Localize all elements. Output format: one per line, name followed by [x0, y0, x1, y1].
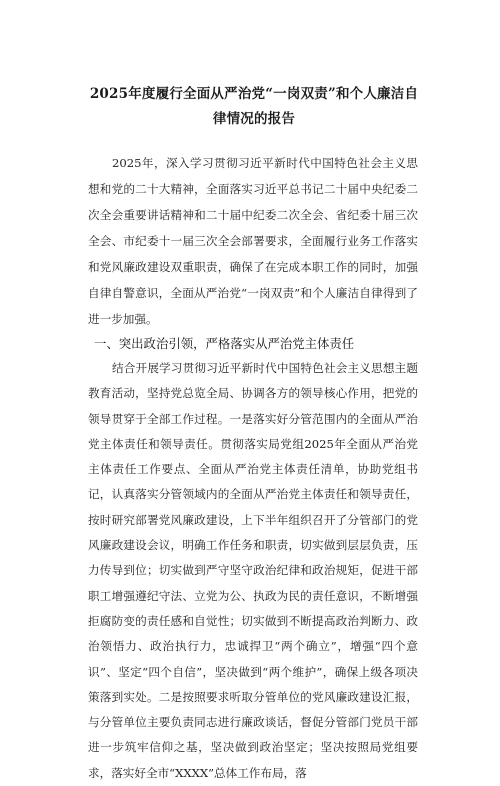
section-paragraph: 结合开展学习贯彻习近平新时代中国特色社会主义思想主题教育活动，坚持党总览全局、协调各方的领导核心作用，把党的领导贯穿于全部工作过程。一是落实好分管范围内的全面从严治党主体责任和领导责任。贯彻落实局党组2025年全面从严治党主体责任工作要点、全面从严治党主体责任清单，协助党组书记，认真落实分管领域内的全面从严治党主体责任和领导责任，按时研究部署党风廉政建设，上下半年组织召开了分管部门的党风廉政建设会议，明确工作任务和职责，切实做到层层负责，压力传导到位；切实做到严守坚守政治纪律和政治规矩，促进干部职工增强遵纪守法、立党为公、执政为民的责任意识，不断增强拒腐防变的责任感和自觉性；切实做到不断提高政治判断力、政治领悟力、政治执行力，忠诚捍卫“两个确立”，增强“四个意识”、坚定“四个自信”，坚决做到“两个维护”，确保上级各项决策落到实处。二是按照要求听取分管单位的党风廉政建设汇报，与分管单位主要负责同志进行廉政谈话，督促分管部门党员干部进一步筑牢信仰之基，坚决做到政治坚定；坚决按照局党组要求，落实好全市“XXXX”总体工作布局，落 — [88, 361, 418, 780]
intro-paragraph: 2025年，深入学习贯彻习近平新时代中国特色社会主义思想和党的二十大精神，全面落实习近平总书记二十届中央纪委二次全会重要讲话精神和二十届中纪委二次全会、省纪委十届三次全会、市纪委十一届三次全会部署要求，全面履行业务工作落实和党风廉政建设双重职责，确保了在完成本职工作的同时，加强自律自警意识，全面从严治党“一岗双责”和个人廉洁自律得到了进一步加强。 — [88, 156, 418, 326]
document-title: 2025年度履行全面从严治党“一岗双责”和个人廉洁自律情况的报告 — [89, 86, 419, 127]
section-heading: 一、突出政治引领，严格落实从严治党主体责任 — [94, 336, 355, 351]
document-body — [88, 150, 418, 786]
